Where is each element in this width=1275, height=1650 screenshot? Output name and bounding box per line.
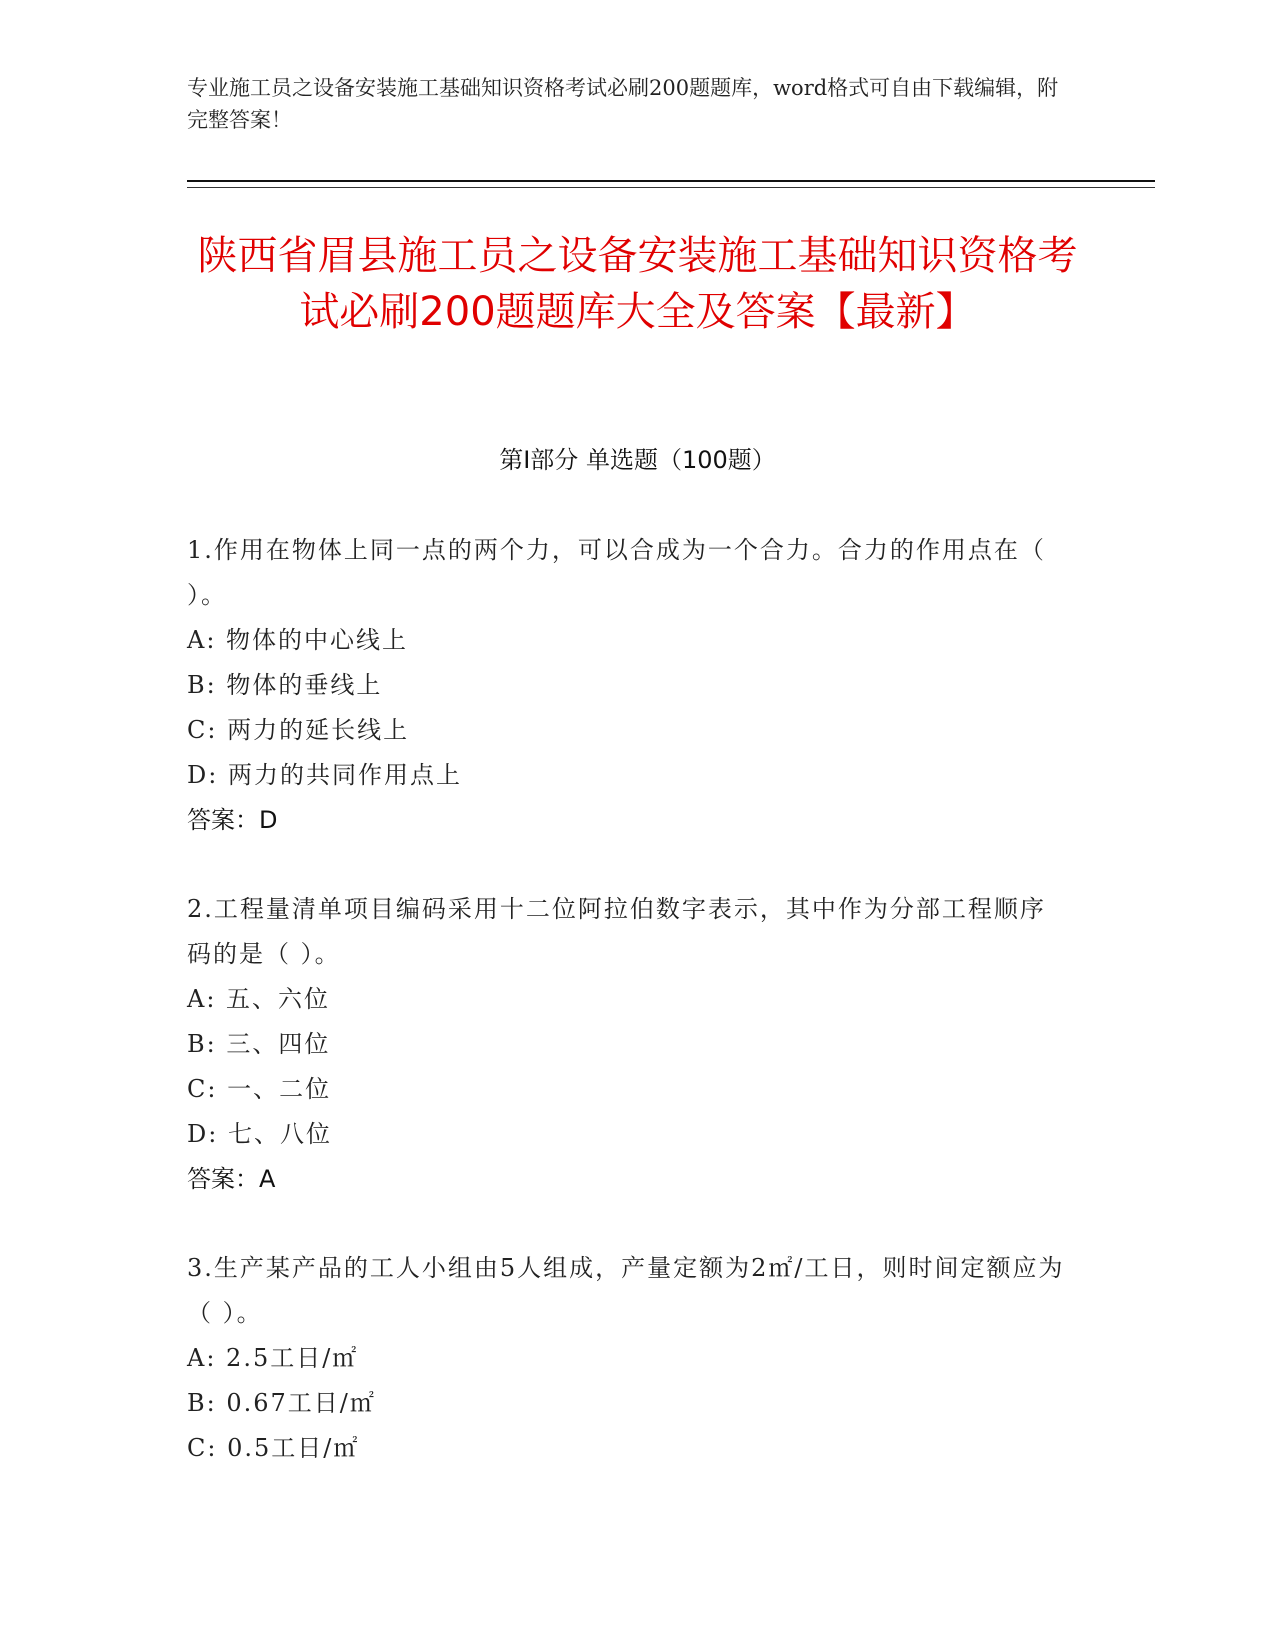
section-title: 第I部分 单选题（100题） bbox=[499, 446, 776, 474]
question-2 bbox=[187, 887, 1067, 1202]
option-a: A: 物体的中心线上 bbox=[187, 626, 409, 654]
question-stem: 3.生产某产品的工人小组由5人组成，产量定额为2㎡/工日，则时间定额应为（ ）。 bbox=[187, 1254, 1065, 1327]
question-list bbox=[187, 528, 1067, 1515]
option-d: D: 七、八位 bbox=[187, 1120, 332, 1148]
question-stem: 1.作用在物体上同一点的两个力，可以合成为一个合力。合力的作用点在（ ）。 bbox=[187, 536, 1046, 609]
header-divider-thick bbox=[187, 180, 1155, 182]
answer: 答案：A bbox=[187, 1165, 276, 1193]
question-3 bbox=[187, 1246, 1067, 1471]
header-note: 专业施工员之设备安装施工基础知识资格考试必刷200题题库，word格式可自由下载编辑，附完整答案！ bbox=[187, 76, 1059, 132]
option-b: B: 0.67工日/㎡ bbox=[187, 1389, 376, 1417]
option-a: A: 2.5工日/㎡ bbox=[187, 1344, 359, 1372]
option-c: C: 一、二位 bbox=[187, 1075, 332, 1103]
option-a: A: 五、六位 bbox=[187, 985, 331, 1013]
option-c: C: 0.5工日/㎡ bbox=[187, 1434, 360, 1462]
option-d: D: 两力的共同作用点上 bbox=[187, 761, 462, 789]
option-c: C: 两力的延长线上 bbox=[187, 716, 410, 744]
document-title: 陕西省眉县施工员之设备安装施工基础知识资格考试必刷200题题库大全及答案【最新】 bbox=[197, 233, 1078, 335]
option-b: B: 三、四位 bbox=[187, 1030, 331, 1058]
header-divider-thin bbox=[187, 187, 1155, 188]
question-stem: 2.工程量清单项目编码采用十二位阿拉伯数字表示，其中作为分部工程顺序码的是（ ）。 bbox=[187, 895, 1046, 968]
answer: 答案：D bbox=[187, 806, 278, 834]
option-b: B: 物体的垂线上 bbox=[187, 671, 383, 699]
question-1 bbox=[187, 528, 1067, 843]
